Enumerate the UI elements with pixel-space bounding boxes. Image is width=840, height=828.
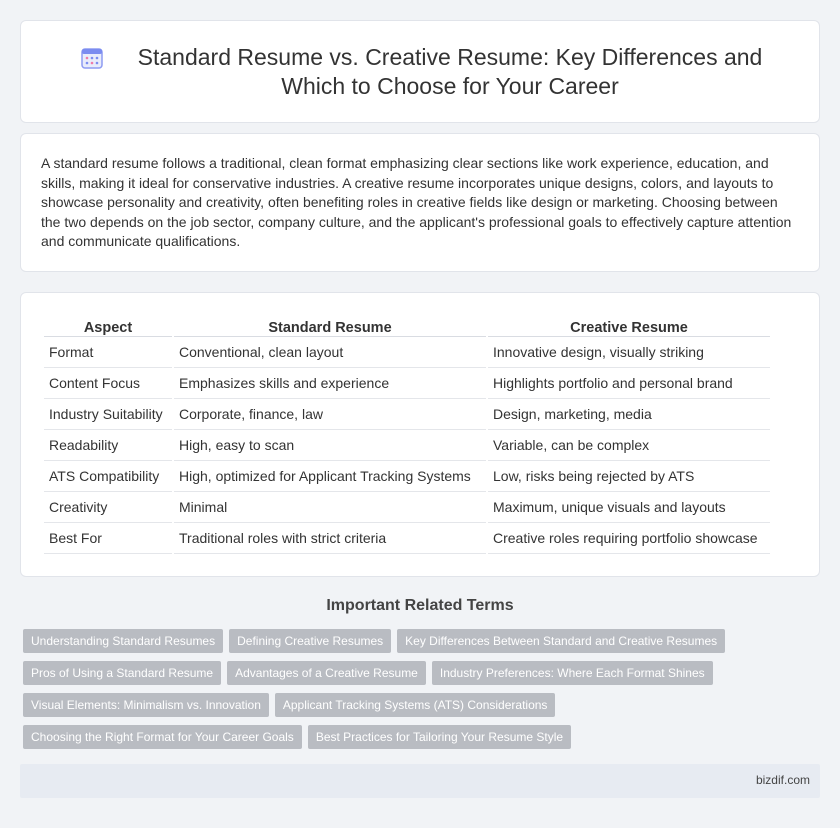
table-cell: Industry Suitability	[44, 399, 172, 430]
table-cell: Traditional roles with strict criteria	[174, 523, 486, 554]
header-creative-resume: Creative Resume	[488, 315, 770, 337]
related-term-tag[interactable]: Applicant Tracking Systems (ATS) Considerations	[275, 693, 556, 717]
table-cell: Highlights portfolio and personal brand	[488, 368, 770, 399]
related-term-tag[interactable]: Best Practices for Tailoring Your Resume Style	[308, 725, 571, 749]
table-cell: Variable, can be complex	[488, 430, 770, 461]
tag-row	[23, 629, 823, 653]
footer	[20, 764, 820, 798]
table-cell: High, optimized for Applicant Tracking Systems	[174, 461, 486, 492]
comparison-card	[20, 292, 820, 577]
table-cell: Low, risks being rejected by ATS	[488, 461, 770, 492]
related-term-tag[interactable]: Defining Creative Resumes	[229, 629, 391, 653]
related-term-tag[interactable]: Understanding Standard Resumes	[23, 629, 223, 653]
related-terms-list	[23, 629, 823, 757]
table-header-row	[44, 315, 770, 337]
table-row	[44, 523, 770, 554]
related-term-tag[interactable]: Industry Preferences: Where Each Format Shines	[432, 661, 713, 685]
table-cell: Innovative design, visually striking	[488, 337, 770, 368]
intro-paragraph: A standard resume follows a traditional, clean format emphasizing clear sections like work experience, education, and skills, making it ideal for conservative industries. A creative resume incorporates unique designs, colors, and layouts to showcase personality and creativity, often benefiting roles in creative fields like design or marketing. Choosing between the two depends on the job sector, company culture, and the applicant's professional goals to effectively capture attention and communicate qualifications.	[41, 155, 792, 249]
table-row	[44, 399, 770, 430]
table-cell: Maximum, unique visuals and layouts	[488, 492, 770, 523]
footer-site[interactable]: bizdif.com	[755, 773, 810, 787]
tag-row	[23, 725, 823, 749]
related-term-tag[interactable]: Advantages of a Creative Resume	[227, 661, 426, 685]
table-cell: Corporate, finance, law	[174, 399, 486, 430]
table-row	[44, 368, 770, 399]
header-aspect: Aspect	[44, 315, 172, 337]
table-cell: ATS Compatibility	[44, 461, 172, 492]
table-cell: Creative roles requiring portfolio showcase	[488, 523, 770, 554]
table-cell: Emphasizes skills and experience	[174, 368, 486, 399]
table-cell: Conventional, clean layout	[174, 337, 486, 368]
table-cell: Creativity	[44, 492, 172, 523]
table-cell: Content Focus	[44, 368, 172, 399]
table-row	[44, 492, 770, 523]
comparison-table	[42, 315, 772, 554]
intro-card	[20, 133, 820, 272]
page-title: Standard Resume vs. Creative Resume: Key Differences and Which to Choose for Your Career	[137, 43, 763, 99]
tag-row	[23, 693, 823, 717]
related-term-tag[interactable]: Pros of Using a Standard Resume	[23, 661, 221, 685]
table-cell: Readability	[44, 430, 172, 461]
header-standard-resume: Standard Resume	[174, 315, 486, 337]
tag-row	[23, 661, 823, 685]
related-term-tag[interactable]: Choosing the Right Format for Your Career Goals	[23, 725, 302, 749]
table-cell: Design, marketing, media	[488, 399, 770, 430]
table-row	[44, 461, 770, 492]
related-term-tag[interactable]: Key Differences Between Standard and Creative Resumes	[397, 629, 725, 653]
table-cell: High, easy to scan	[174, 430, 486, 461]
title-card	[20, 20, 820, 123]
table-cell: Format	[44, 337, 172, 368]
table-row	[44, 337, 770, 368]
table-row	[44, 430, 770, 461]
related-term-tag[interactable]: Visual Elements: Minimalism vs. Innovation	[23, 693, 269, 717]
related-terms-title: Important Related Terms	[326, 597, 514, 614]
table-cell: Best For	[44, 523, 172, 554]
table-cell: Minimal	[174, 492, 486, 523]
